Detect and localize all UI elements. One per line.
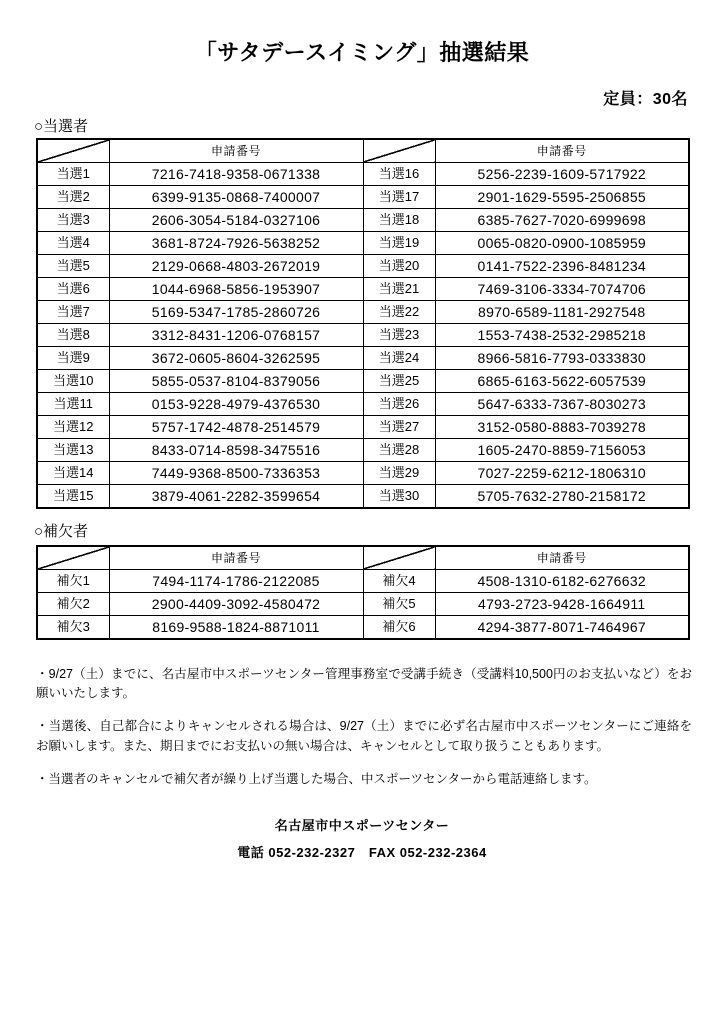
table-row bbox=[37, 593, 689, 616]
column-header-application-number-left: 申請番号 bbox=[109, 139, 363, 163]
table-row bbox=[37, 485, 689, 509]
application-number-right: 0141-7522-2396-8481234 bbox=[435, 255, 689, 278]
footer-contact: 電話 052-232-2327 FAX 052-232-2364 bbox=[237, 845, 487, 860]
row-label-left: 補欠3 bbox=[37, 616, 109, 640]
footer-organization: 名古屋市中スポーツセンター bbox=[274, 818, 450, 833]
row-label-right: 当選27 bbox=[363, 416, 435, 439]
row-label-right: 当選22 bbox=[363, 301, 435, 324]
column-header-application-number-right: 申請番号 bbox=[435, 546, 689, 570]
application-number-right: 7027-2259-6212-1806310 bbox=[435, 462, 689, 485]
table-row bbox=[37, 370, 689, 393]
application-number-right: 4508-1310-6182-6276632 bbox=[435, 570, 689, 593]
table-row bbox=[37, 324, 689, 347]
row-label-right: 当選29 bbox=[363, 462, 435, 485]
row-label-right: 当選25 bbox=[363, 370, 435, 393]
application-number-left: 5855-0537-8104-8379056 bbox=[109, 370, 363, 393]
application-number-right: 5705-7632-2780-2158172 bbox=[435, 485, 689, 509]
application-number-left: 3681-8724-7926-5638252 bbox=[109, 232, 363, 255]
application-number-right: 4294-3877-8071-7464967 bbox=[435, 616, 689, 640]
row-label-right: 補欠4 bbox=[363, 570, 435, 593]
application-number-left: 1044-6968-5856-1953907 bbox=[109, 278, 363, 301]
row-label-left: 当選6 bbox=[37, 278, 109, 301]
row-label-right: 当選16 bbox=[363, 163, 435, 186]
application-number-left: 8169-9588-1824-8871011 bbox=[109, 616, 363, 640]
row-label-left: 当選3 bbox=[37, 209, 109, 232]
row-label-left: 当選2 bbox=[37, 186, 109, 209]
table-row bbox=[37, 255, 689, 278]
application-number-left: 2900-4409-3092-4580472 bbox=[109, 593, 363, 616]
application-number-right: 1553-7438-2532-2985218 bbox=[435, 324, 689, 347]
table-header-row bbox=[37, 139, 689, 163]
row-label-left: 当選14 bbox=[37, 462, 109, 485]
note-item: ・9/27（土）までに、名古屋市中スポーツセンター管理事務室で受講手続き（受講料10,500円のお支払いなど）をお願いいたします。 bbox=[36, 666, 692, 700]
row-label-left: 当選10 bbox=[37, 370, 109, 393]
capacity-label: 定員：30名 bbox=[603, 91, 688, 108]
application-number-right: 6865-6163-5622-6057539 bbox=[435, 370, 689, 393]
section-heading-waitlist: ○補欠者 bbox=[34, 523, 89, 540]
application-number-left: 3672-0605-8604-3262595 bbox=[109, 347, 363, 370]
row-label-left: 当選7 bbox=[37, 301, 109, 324]
row-label-left: 当選15 bbox=[37, 485, 109, 509]
waitlist-table bbox=[36, 545, 690, 640]
footer bbox=[0, 815, 724, 861]
application-number-left: 6399-9135-0868-7400007 bbox=[109, 186, 363, 209]
row-label-left: 当選13 bbox=[37, 439, 109, 462]
corner-diagonal-cell-right bbox=[363, 546, 435, 570]
table-row bbox=[37, 186, 689, 209]
table-row bbox=[37, 616, 689, 640]
section-heading-winners: ○当選者 bbox=[34, 118, 89, 135]
table-row bbox=[37, 462, 689, 485]
application-number-right: 5647-6333-7367-8030273 bbox=[435, 393, 689, 416]
application-number-left: 2129-0668-4803-2672019 bbox=[109, 255, 363, 278]
table-row bbox=[37, 393, 689, 416]
corner-diagonal-cell-right bbox=[363, 139, 435, 163]
row-label-left: 当選1 bbox=[37, 163, 109, 186]
application-number-left: 8433-0714-8598-3475516 bbox=[109, 439, 363, 462]
application-number-right: 4793-2723-9428-1664911 bbox=[435, 593, 689, 616]
table-row bbox=[37, 301, 689, 324]
row-label-right: 当選26 bbox=[363, 393, 435, 416]
row-label-right: 当選23 bbox=[363, 324, 435, 347]
table-header-row bbox=[37, 546, 689, 570]
row-label-left: 当選11 bbox=[37, 393, 109, 416]
application-number-left: 7494-1174-1786-2122085 bbox=[109, 570, 363, 593]
note-item: ・当選後、自己都合によりキャンセルされる場合は、9/27（土）までに必ず名古屋市中スポーツセンターにご連絡をお願いします。また、期日までにお支払いの無い場合は、キャンセルとして取り扱うこともあります。 bbox=[36, 719, 692, 753]
row-label-right: 当選21 bbox=[363, 278, 435, 301]
note-item: ・当選者のキャンセルで補欠者が繰り上げ当選した場合、中スポーツセンターから電話連絡します。 bbox=[36, 772, 597, 786]
application-number-right: 8966-5816-7793-0333830 bbox=[435, 347, 689, 370]
column-header-application-number-right: 申請番号 bbox=[435, 139, 689, 163]
application-number-right: 6385-7627-7020-6999698 bbox=[435, 209, 689, 232]
application-number-right: 5256-2239-1609-5717922 bbox=[435, 163, 689, 186]
table-row bbox=[37, 416, 689, 439]
row-label-left: 当選9 bbox=[37, 347, 109, 370]
table-row bbox=[37, 232, 689, 255]
table-row bbox=[37, 347, 689, 370]
row-label-right: 当選24 bbox=[363, 347, 435, 370]
table-row bbox=[37, 278, 689, 301]
row-label-right: 当選28 bbox=[363, 439, 435, 462]
table-row bbox=[37, 439, 689, 462]
row-label-left: 補欠2 bbox=[37, 593, 109, 616]
application-number-left: 7216-7418-9358-0671338 bbox=[109, 163, 363, 186]
table-row bbox=[37, 570, 689, 593]
table-row bbox=[37, 209, 689, 232]
row-label-left: 当選8 bbox=[37, 324, 109, 347]
application-number-left: 3879-4061-2282-3599654 bbox=[109, 485, 363, 509]
row-label-right: 当選30 bbox=[363, 485, 435, 509]
column-header-application-number-left: 申請番号 bbox=[109, 546, 363, 570]
application-number-right: 3152-0580-8883-7039278 bbox=[435, 416, 689, 439]
application-number-left: 5169-5347-1785-2860726 bbox=[109, 301, 363, 324]
application-number-right: 0065-0820-0900-1085959 bbox=[435, 232, 689, 255]
application-number-left: 0153-9228-4979-4376530 bbox=[109, 393, 363, 416]
row-label-right: 当選19 bbox=[363, 232, 435, 255]
application-number-left: 5757-1742-4878-2514579 bbox=[109, 416, 363, 439]
application-number-right: 2901-1629-5595-2506855 bbox=[435, 186, 689, 209]
application-number-right: 8970-6589-1181-2927548 bbox=[435, 301, 689, 324]
row-label-right: 当選17 bbox=[363, 186, 435, 209]
row-label-right: 当選18 bbox=[363, 209, 435, 232]
application-number-left: 7449-9368-8500-7336353 bbox=[109, 462, 363, 485]
row-label-right: 補欠6 bbox=[363, 616, 435, 640]
application-number-right: 1605-2470-8859-7156053 bbox=[435, 439, 689, 462]
application-number-left: 2606-3054-5184-0327106 bbox=[109, 209, 363, 232]
row-label-left: 補欠1 bbox=[37, 570, 109, 593]
notes-section bbox=[36, 652, 692, 803]
table-row bbox=[37, 163, 689, 186]
row-label-left: 当選5 bbox=[37, 255, 109, 278]
page-title: 「サタデースイミング」抽選結果 bbox=[194, 40, 530, 65]
row-label-left: 当選12 bbox=[37, 416, 109, 439]
row-label-right: 当選20 bbox=[363, 255, 435, 278]
row-label-right: 補欠5 bbox=[363, 593, 435, 616]
winners-table bbox=[36, 138, 690, 509]
application-number-right: 7469-3106-3334-7074706 bbox=[435, 278, 689, 301]
corner-diagonal-cell bbox=[37, 546, 109, 570]
application-number-left: 3312-8431-1206-0768157 bbox=[109, 324, 363, 347]
corner-diagonal-cell bbox=[37, 139, 109, 163]
row-label-left: 当選4 bbox=[37, 232, 109, 255]
